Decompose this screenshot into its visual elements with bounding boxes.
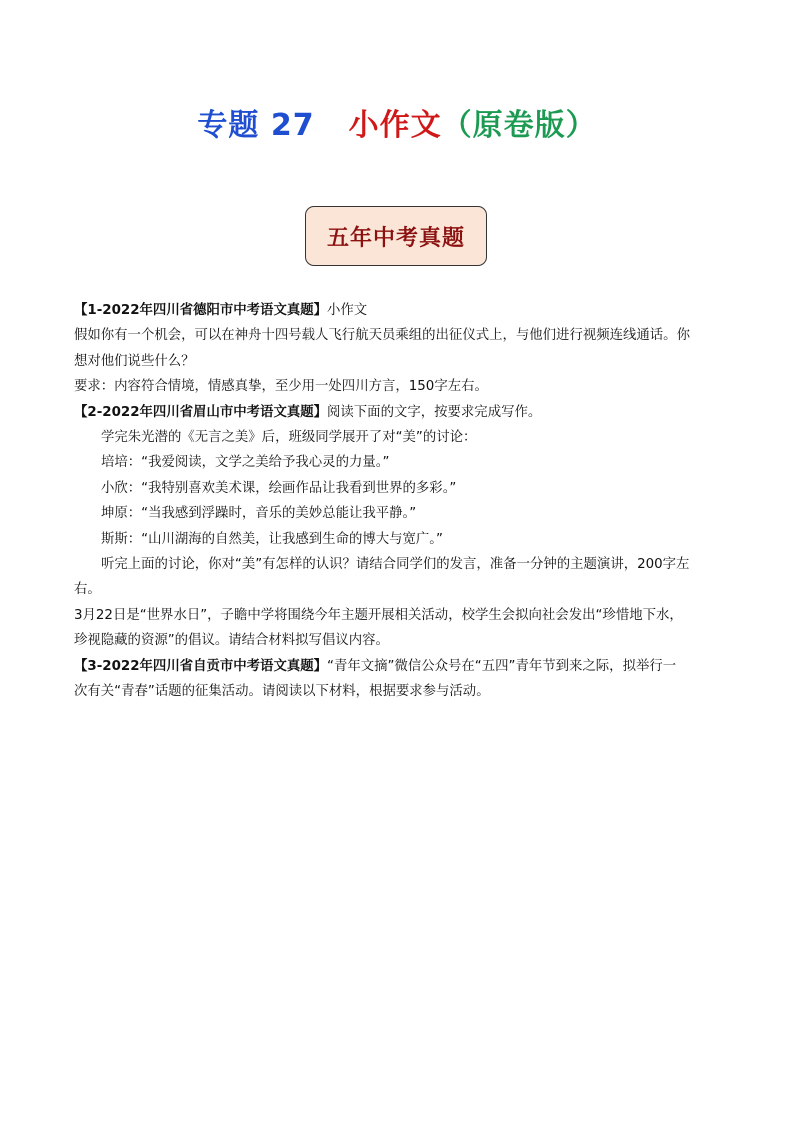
discussion-line-2: 小欣：“我特别喜欢美术课，绘画作品让我看到世界的多彩。” [101,480,457,496]
document-content [74,298,726,705]
question-1-prompt-line-2: 想对他们说些什么？ [74,353,195,369]
page-title [0,100,794,144]
discussion-line-3: 坤原：“当我感到浮躁时，音乐的美妙总能让我平静。” [101,506,417,522]
question-3-prompt-line-2: 次有关“青春”话题的征集活动。请阅读以下材料，根据要求参与活动。 [74,684,490,700]
question-3-heading [74,654,726,679]
title-topic-number: 专题 27 [197,108,315,143]
question-1-prompt-line-1: 假如你有一个机会，可以在神舟十四号载人飞行航天员乘组的出征仪式上，与他们进行视频连线通话。你 [74,328,690,344]
water-day-line-2: 珍视隐藏的资源”的倡议。请结合材料拟写倡议内容。 [74,633,389,649]
question-2-source: 【2-2022年四川省眉山市中考语文真题】 [74,404,328,420]
question-2-instruction: 阅读下面的文字，按要求完成写作。 [327,404,542,420]
section-badge-label: 五年中考真题 [326,224,465,251]
question-2-heading [74,400,726,425]
question-1-type: 小作文 [327,303,368,318]
question-2-task-line-1: 听完上面的讨论，你对“美”有怎样的认识？请结合同学们的发言，准备一分钟的主题演讲，200字左 [101,557,690,573]
question-2-task-line-2: 右。 [74,582,101,598]
question-1-requirements: 要求：内容符合情境，情感真挚，至少用一处四川方言，150字左右。 [74,379,488,395]
question-3-source: 【3-2022年四川省自贡市中考语文真题】 [74,658,328,674]
question-1-heading [74,298,726,323]
title-topic-name: 小作文 [348,108,442,143]
discussion-line-4: 斯斯：“山川湖海的自然美，让我感到生命的博大与宽广。” [101,531,443,547]
question-2-intro: 学完朱光潜的《无言之美》后，班级同学展开了对“美”的讨论： [101,430,477,446]
title-edition: （原卷版） [441,108,597,143]
question-1-source: 【1-2022年四川省德阳市中考语文真题】 [74,303,328,318]
water-day-line-1: 3月22日是“世界水日”，子瞻中学将围绕今年主题开展相关活动，校学生会拟向社会发出“珍惜地下水， [74,607,683,623]
discussion-line-1: 培培：“我爱阅读，文学之美给予我心灵的力量。” [101,455,390,471]
question-3-prompt-line-1: “青年文摘”微信公众号在“五四”青年节到来之际，拟举行一 [327,658,677,674]
section-badge [305,206,487,266]
